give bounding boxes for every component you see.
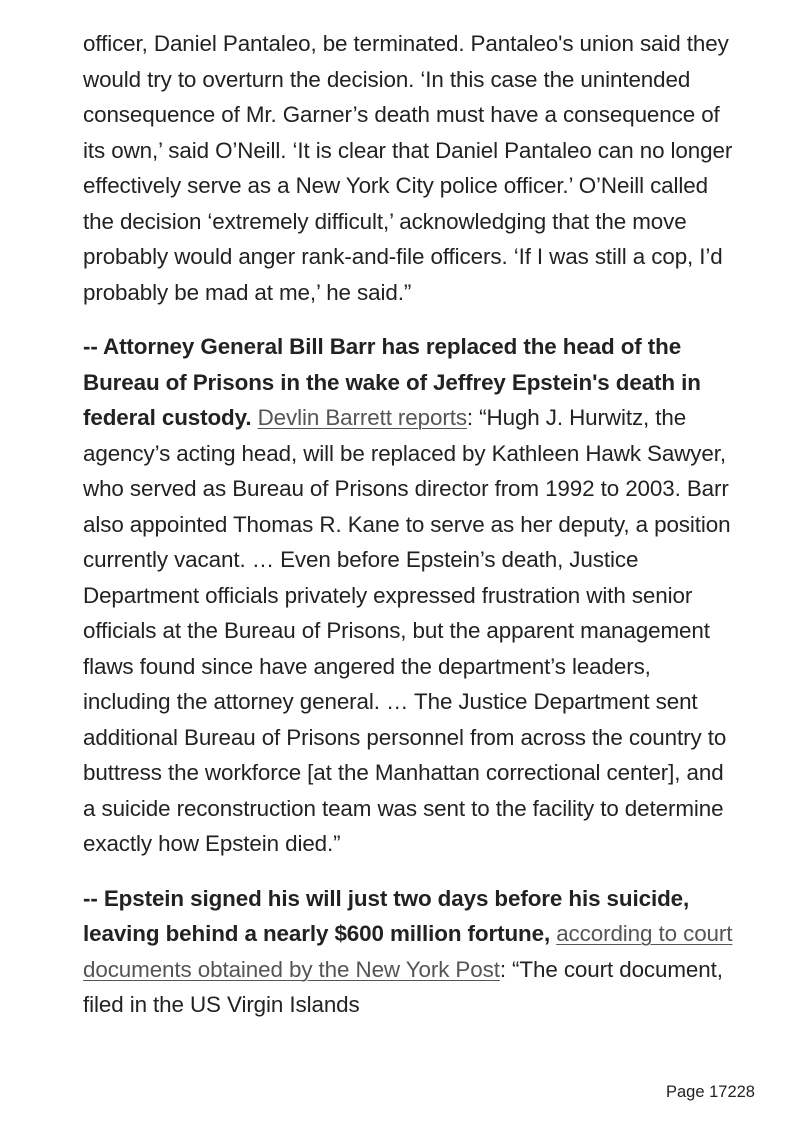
paragraph-text: officer, Daniel Pantaleo, be terminated. Pantaleo's union said they would try to overturn the decision. ‘In this case the unintended consequence of Mr. Garner’s death must have a consequence of its own,’ said O’Neill. ‘It is clear that Daniel Pantaleo can no longer effectively serve as a New York City police officer.’ O’Neill called the decision ‘extremely difficult,’ acknowledging that the move probably would anger rank-and-file officers. ‘If I was still a cop, I’d probably be mad at me,’ he said.”	[83, 31, 733, 305]
new-york-post-link[interactable]: according to court documents obtained by the New York Post	[83, 921, 733, 982]
paragraph-epstein-will	[83, 881, 733, 1023]
paragraph-headline: -- Epstein signed his will just two days before his suicide, leaving behind a nearly $600 million fortune,	[83, 885, 690, 946]
paragraph-barr	[83, 329, 733, 862]
page-number: Page 17228	[665, 1083, 755, 1101]
article-body	[83, 26, 733, 1023]
paragraph-text: : “Hugh J. Hurwitz, the agency’s acting head, will be replaced by Kathleen Hawk Sawyer, who served as Bureau of Prisons director from 1992 to 2003. Barr also appointed Thomas R. Kane to serve as her deputy, a position currently vacant. … Even before Epstein’s death, Justice Department officials privately expressed frustration with senior officials at the Bureau of Prisons, but the apparent management flaws found since have angered the department’s leaders, including the attorney general. … The Justice Department sent additional Bureau of Prisons personnel from across the country to buttress the workforce [at the Manhattan correctional center], and a suicide reconstruction team was sent to the facility to determine exactly how Epstein died.”	[83, 405, 731, 856]
paragraph-pantaleo	[83, 26, 733, 310]
paragraph-text: : “The court document, filed in the US Virgin Islands	[83, 956, 723, 1017]
paragraph-headline: -- Attorney General Bill Barr has replaced the head of the Bureau of Prisons in the wake of Jeffrey Epstein's death in federal custody.	[83, 334, 701, 430]
devlin-barrett-link[interactable]: Devlin Barrett reports	[257, 405, 467, 430]
